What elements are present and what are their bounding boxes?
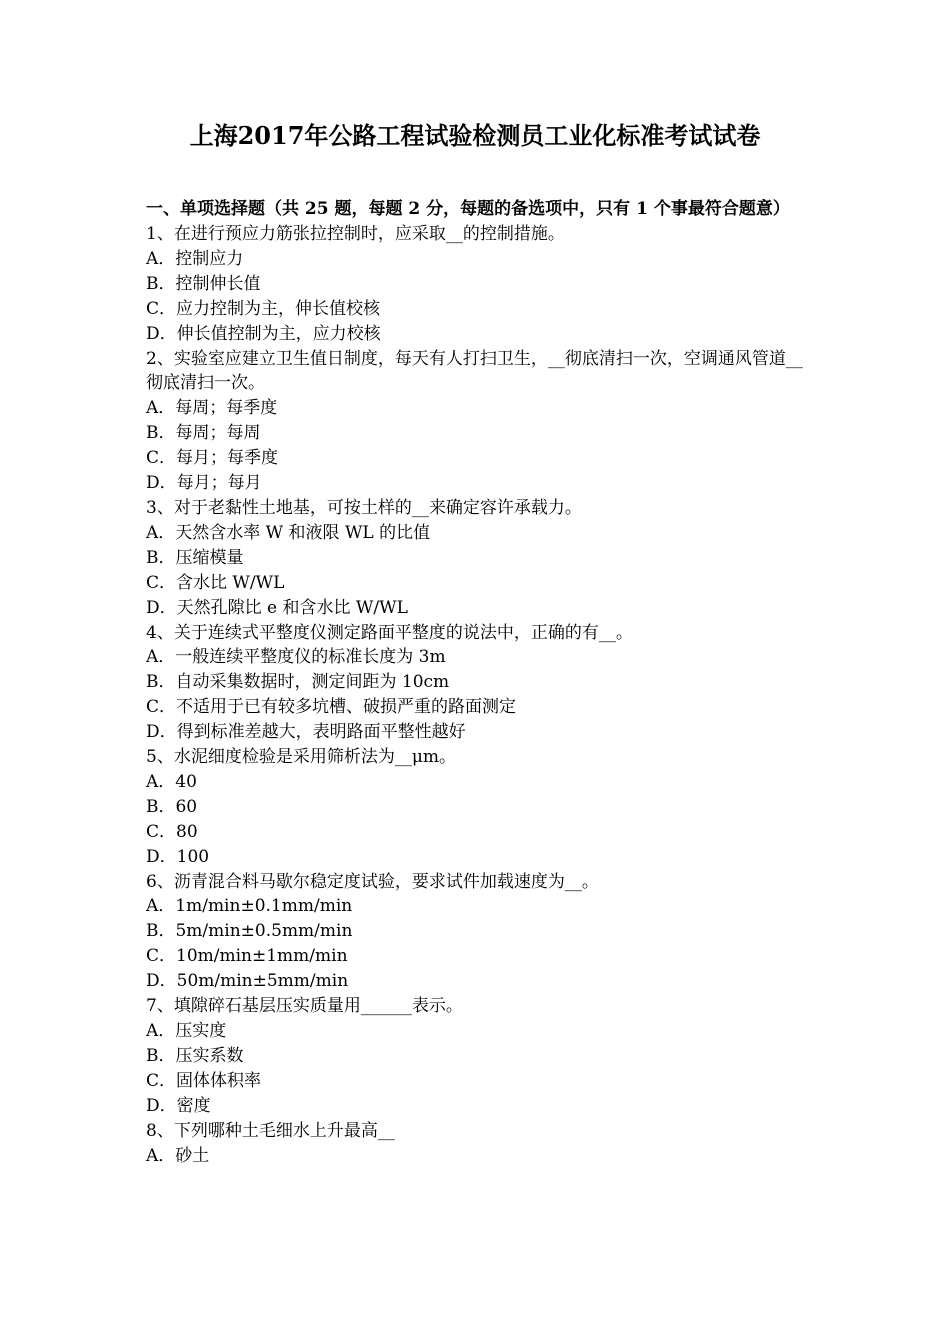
question-3 <box>146 496 810 621</box>
option-c: C．每月；每季度 <box>146 448 279 469</box>
option-a: A．40 <box>146 771 197 792</box>
option-b: B．压缩模量 <box>146 547 244 568</box>
option-d: D．天然孔隙比 e 和含水比 W/WL <box>146 597 408 618</box>
option-a: A．每周；每季度 <box>146 398 278 419</box>
question-text: 8、下列哪种土毛细水上升最高__ <box>146 1120 395 1141</box>
question-text: 5、水泥细度检验是采用筛析法为__μm。 <box>146 747 456 768</box>
option-a: A．天然含水率 W 和液限 WL 的比值 <box>146 522 431 543</box>
question-2 <box>146 347 810 496</box>
question-text: 3、对于老黏性土地基，可按土样的__来确定容许承载力。 <box>146 497 582 518</box>
option-a: A．1m/min±0.1mm/min <box>146 896 353 917</box>
question-text: 7、填隙碎石基层压实质量用______表示。 <box>146 996 463 1017</box>
option-c: C．10m/min±1mm/min <box>146 946 348 967</box>
option-c: C．不适用于已有较多坑槽、破损严重的路面测定 <box>146 697 517 718</box>
option-d: D．伸长值控制为主，应力校核 <box>146 323 381 344</box>
option-c: C．含水比 W/WL <box>146 572 285 593</box>
question-5 <box>146 745 810 870</box>
question-text: 2、实验室应建立卫生值日制度，每天有人打扫卫生，__彻底清扫一次，空调通风管道__彻底清扫一次。 <box>146 348 803 394</box>
question-4 <box>146 621 810 746</box>
option-d: D．得到标准差越大，表明路面平整性越好 <box>146 722 466 743</box>
option-b: B．60 <box>146 796 198 817</box>
question-8 <box>146 1119 810 1169</box>
option-a: A．压实度 <box>146 1021 227 1041</box>
option-a: A．控制应力 <box>146 248 244 269</box>
option-d: D．100 <box>146 846 210 867</box>
document-content <box>146 197 810 1168</box>
question-text: 1、在进行预应力筋张拉控制时，应采取__的控制措施。 <box>146 224 565 244</box>
question-text: 4、关于连续式平整度仪测定路面平整度的说法中，正确的有__。 <box>146 622 633 643</box>
option-d: D．每月；每月 <box>146 473 262 494</box>
option-d: D．50m/min±5mm/min <box>146 971 349 992</box>
option-c: C．80 <box>146 821 198 842</box>
document-title: 上海2017年公路工程试验检测员工业化标准考试试卷 <box>189 121 761 150</box>
section-header: 一、单项选择题（共 25 题，每题 2 分，每题的备选项中，只有 1 个事最符合题意） <box>146 199 790 219</box>
option-b: B．压实系数 <box>146 1045 244 1066</box>
question-6 <box>146 870 810 995</box>
option-c: C．固体体积率 <box>146 1070 262 1091</box>
option-a: A．砂土 <box>146 1145 210 1166</box>
option-b: B．5m/min±0.5mm/min <box>146 921 353 942</box>
option-b: B．每周；每周 <box>146 423 261 444</box>
option-d: D．密度 <box>146 1095 211 1116</box>
option-c: C．应力控制为主，伸长值校核 <box>146 298 381 319</box>
question-7 <box>146 994 810 1119</box>
option-b: B．自动采集数据时，测定间距为 10cm <box>146 672 450 693</box>
option-b: B．控制伸长值 <box>146 273 261 294</box>
question-1 <box>146 222 810 347</box>
question-text: 6、沥青混合料马歇尔稳定度试验，要求试件加载速度为__。 <box>146 871 599 892</box>
option-a: A．一般连续平整度仪的标准长度为 3m <box>146 647 446 668</box>
